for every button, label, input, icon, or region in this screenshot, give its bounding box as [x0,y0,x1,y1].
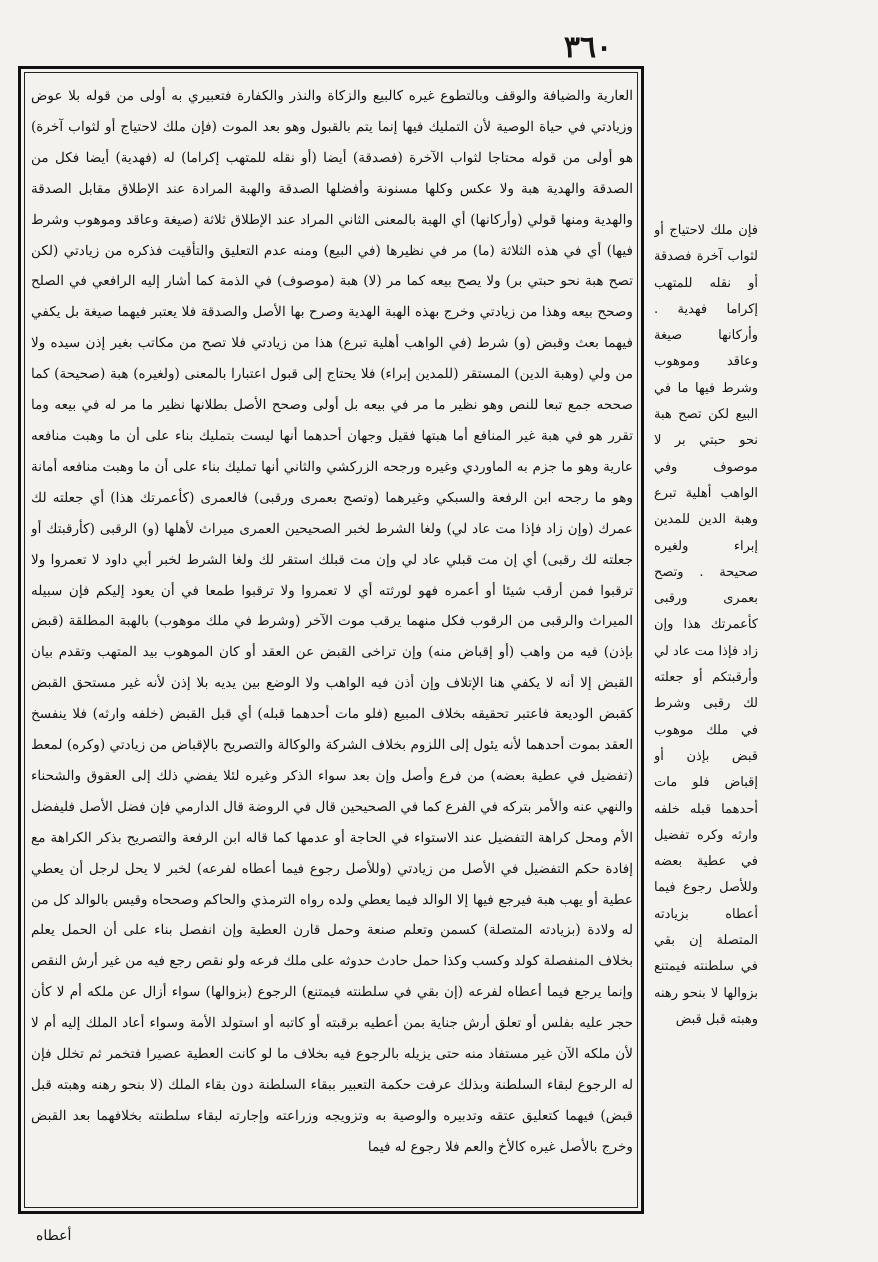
margin-matn-text: فإن ملك لاحتياج أو لثواب آخرة فصدقة أو نقله للمتهب إكراما فهدية . وأركانها صيغة وعاقد وموهوب وشرط فيها ما في البيع لكن تصح هبة نحو حبتي بر لا موصوف وفي الواهب أهلية تبرع وهبة الدين للمدين إبراء ولغيره صحيحة . وتصح بعمرى ورقبى كأعمرتك هذا وإن زاد فإذا مت عاد لي وأرقبتكم أو جعلته لك رقبى وشرط في ملك موهوب قبض بإذن أو إقباض فلو مات أحدهما قبله خلفه وارثه وكره تفضيل في عطية بعضه وللأصل رجوع فيما أعطاه بزيادته المتصلة إن بقي في سلطنته فيمتنع بزوالها لا بنحو رهنه وهبته قبل قبض [654,223,758,1027]
main-text-body: العارية والضيافة والوقف وبالتطوع غيره كالبيع والزكاة والنذر والكفارة فتعبيري به أولى من قوله بلا عوض وزيادتي في حياة الوصية لأن التمليك فيها إنما يتم بالقبول وهو بعد الموت (فإن ملك لاحتياج أو لثواب آخرة) هو أولى من قوله محتاجا لثواب الآخرة (فصدقة) أيضا (أو نقله للمتهب إكراما) له (فهدية) أيضا فكل من الصدقة والهدية هبة ولا عكس وكلها مسنونة وأفضلها الصدقة والهبة المرادة عند الإطلاق مقابل الصدقة والهدية ومنها قولي (وأركانها) أي الهبة بالمعنى الثاني المراد عند الإطلاق ثلاثة (صيغة وعاقد وموهوب وشرط فيها) أي في هذه الثلاثة (ما) مر في نظيرها (في البيع) ومنه عدم التعليق والتأقيت فذكره من زيادتي (لكن تصح هبة نحو حبتي بر) ولا يصح بيعه كما مر (لا) هبة (موصوف) في الذمة كما أشار إليه الرافعي في الصلح وصحح بيعه وهذا من زيادتي وخرج بهذه الهبة الهدية وصرح بها الأصل والصدقة فلا يعتبر فيهما صيغة بل يكفي فيهما بعث وقبض (و) شرط (في الواهب أهلية تبرع) هذا من زيادتي فلا تصح من مكاتب بغير إذن سيده ولا من ولي (وهبة الدين) المستقر (للمدين إبراء) فلا يحتاج إلى قبول اعتبارا بالمعنى (ولغيره) هبة (صحيحة) كما صححه جمع تبعا للنص وهو نظير ما مر في بيعه بل أولى وصحح الأصل بطلانها نظير ما مر له في بيعه وما تقرر هو في هبة غير المنافع أما هبتها فقيل وجهان أحدهما أنها ليست بتمليك بناء على أن ما وهبت منافعه عارية وهو ما جزم به الماوردي وغيره ورجحه الزركشي والثاني أنها تمليك بناء على أن ما وهبت منافعه أمانة وهو ما رجحه ابن الرفعة والسبكي وغيرهما (وتصح بعمرى ورقبى) فالعمرى (كأعمرتك هذا) أي جعلته لك عمرك (وإن زاد فإذا مت عاد لي) ولغا الشرط لخبر الصحيحين العمرى ميراث لأهلها (و) الرقبى (كأرقبتك أو جعلته لك رقبى) أي إن مت قبلي عاد لي وإن مت قبلك استقر لك ولغا الشرط لخبر أبي داود لا تعمروا ولا ترقبوا فمن أرقب شيئا أو أعمره فهو لورثته أي لا تعمروا ولا ترقبوا طمعا في أن يعود إليكم فإن سبيله الميراث والرقبى من الرقوب فكل منهما يرقب موت الآخر (وشرط في ملك موهوب) بالهبة المطلقة (قبض بإذن) فيه من واهب (أو إقباض منه) وإن تراخى القبض عن العقد أو كان الموهوب بيد المتهب وتقدم بيان القبض إلا أنه لا يكفي هنا الإتلاف وإن أذن فيه الواهب ولا الوضع بين يديه بلا إذن لأنه غير مستحق القبض كقبض الوديعة فاعتبر تحقيقه بخلاف المبيع (فلو مات أحدهما قبله) أي قبل القبض (خلفه وارثه) فلا ينفسخ العقد بموت أحدهما لأنه يئول إلى اللزوم بخلاف الشركة والوكالة والتصريح بالإقباض من زيادتي (وكره) لمعط (تفضيل في عطية بعضه) من فرع وأصل وإن بعد سواء الذكر وغيره لئلا يفضي ذلك إلى العقوق والشحناء والنهي عنه والأمر بتركه في الفرع كما في الصحيحين قال في الروضة قال الدارمي فإن فضل الأصل فليفضل الأم ومحل كراهة التفضيل عند الاستواء في الحاجة أو عدمها كما قاله ابن الرفعة والتصريح بذكر الكراهة مع إفادة حكم التفضيل في الأصل من زيادتي (وللأصل رجوع فيما أعطاه لفرعه) لخبر لا يحل لرجل أن يعطي عطية أو يهب هبة فيرجع فيها إلا الوالد فيما يعطي ولده رواه الترمذي والحاكم وصححاه وقيس بالوالد كل من له ولادة (بزيادته المتصلة) كسمن وتعلم صنعة وحمل قارن العطية وإن انفصل بناء على أن الحمل يعلم بخلاف المنفصلة كولد وكسب وكذا حمل حادث حدوثه على ملك فرعه ولو نقص رجع فيه من غير أرش النقص وإنما يرجع فيما أعطاه لفرعه (إن بقي في سلطنته فيمتنع) الرجوع (بزوالها) سواء أزال عن ملكه أم لا كأن حجر عليه بفلس أو تعلق أرش جناية بمن أعطيه برقبته أو كاتبه أو استولد الأمة وسواء أعاد الملك إليه أم لا لأن ملكه الآن غير مستفاد منه حتى يزيله بالرجوع فيه بخلاف ما لو كانت العطية عصيرا فتخمر ثم تخلل فإن له الرجوع لبقاء السلطنة وبذلك عرفت حكمة التعبير ببقاء السلطنة دون بقاء الملك (لا بنحو رهنه وهبته قبل قبض) فيهما كتعليق عتقه وتدبيره والوصية به وتزويجه وزراعته وإجارته لبقاء سلطنته بخلافهما بعد القبض وخرج بالأصل غيره كالأخ والعم فلا رجوع له فيما [31,88,633,1155]
page-number: ٣٦٠ [563,30,613,65]
main-text-frame [18,66,644,1214]
catchword: أعطاه [36,1228,72,1244]
